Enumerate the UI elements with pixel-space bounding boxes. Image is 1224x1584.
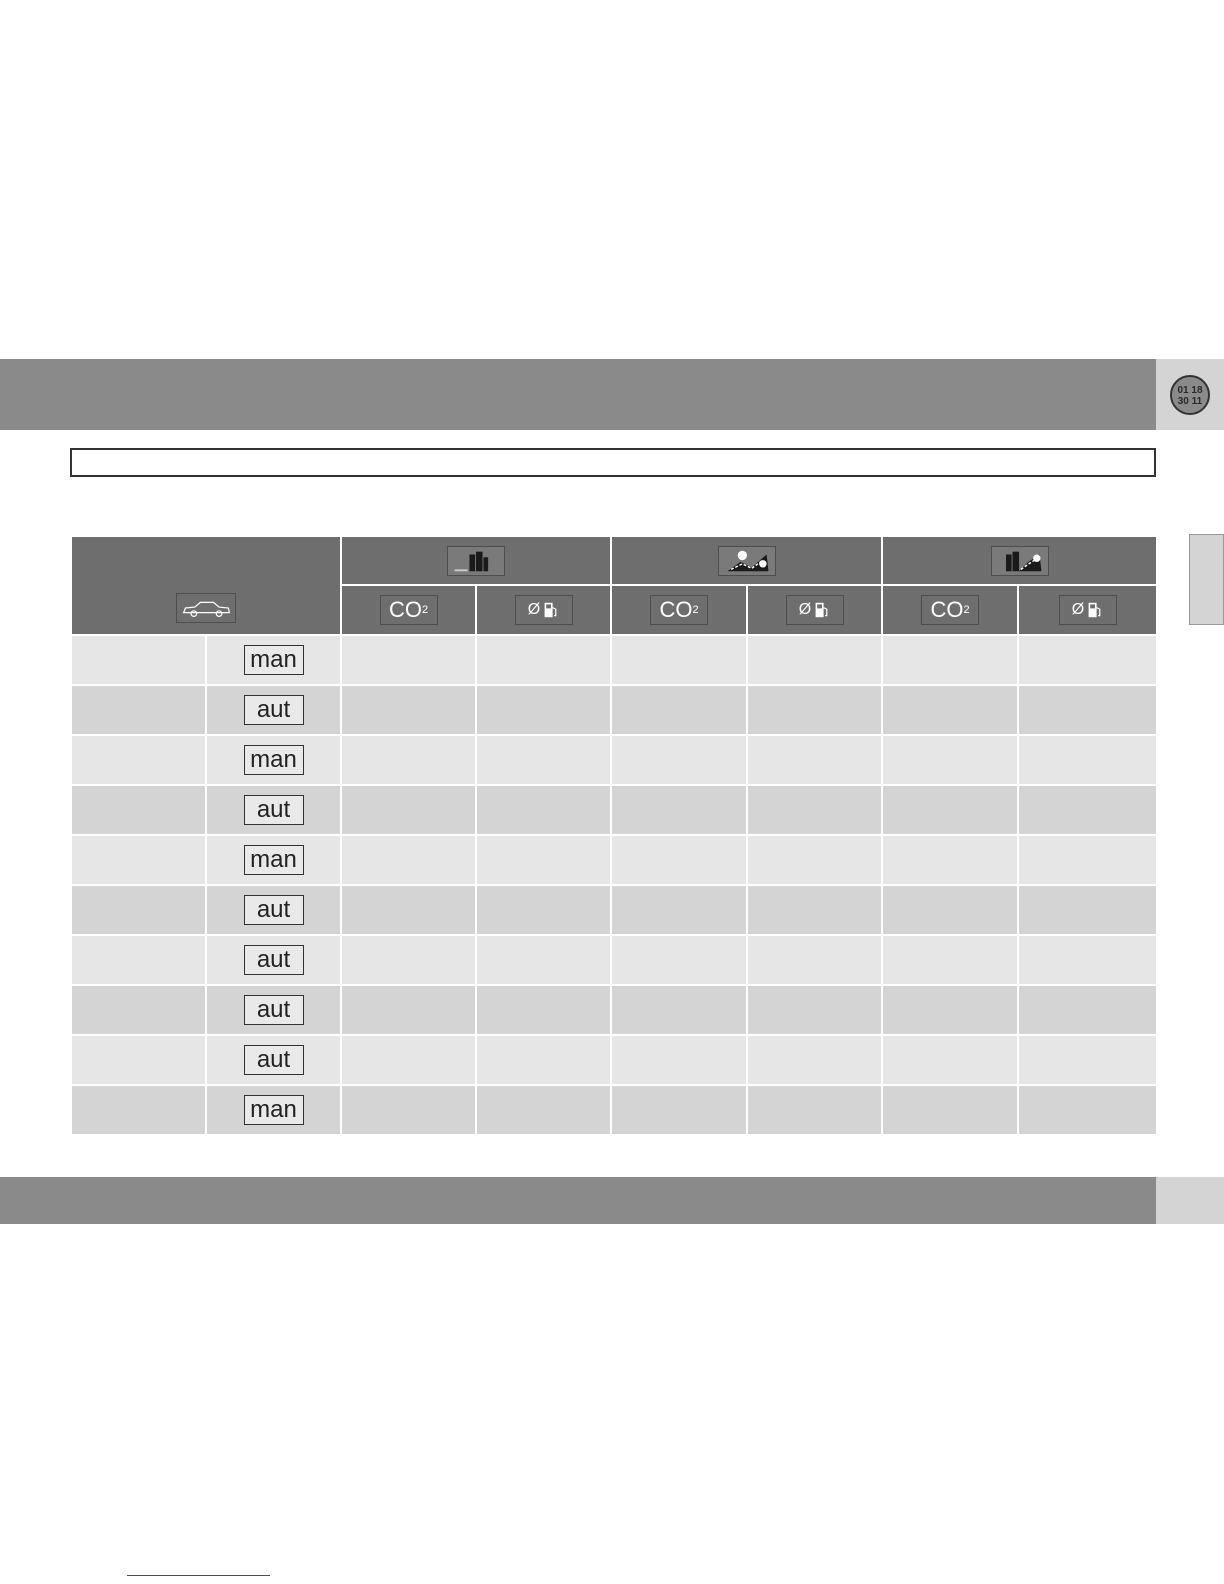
table-row — [71, 1035, 1157, 1085]
extra-urban-driving-header — [611, 536, 882, 585]
co2-value-cell — [611, 635, 747, 685]
co2-value-cell — [882, 635, 1018, 685]
model-cell — [71, 685, 206, 735]
co2-value-cell — [882, 935, 1018, 985]
co2-value-cell — [882, 985, 1018, 1035]
table-row — [71, 735, 1157, 785]
fuel-pump-icon — [543, 600, 559, 620]
co2-header — [611, 585, 747, 635]
consumption-value-cell — [747, 885, 882, 935]
co2-value-cell — [611, 785, 747, 835]
fuel-consumption-label — [786, 595, 844, 625]
co2-value-cell — [611, 1035, 747, 1085]
transmission-cell — [206, 1035, 341, 1085]
co2-value-cell — [611, 885, 747, 935]
section-badge — [1170, 375, 1210, 415]
model-cell — [71, 885, 206, 935]
consumption-value-cell — [476, 885, 611, 935]
average-symbol: Ø — [798, 601, 812, 618]
consumption-value-cell — [1018, 735, 1157, 785]
title-box — [70, 448, 1156, 477]
co2-value-cell — [882, 1085, 1018, 1135]
consumption-value-cell — [476, 635, 611, 685]
co2-value-cell — [882, 835, 1018, 885]
consumption-value-cell — [747, 935, 882, 985]
urban-driving-header — [341, 536, 611, 585]
consumption-value-cell — [747, 635, 882, 685]
consumption-value-cell — [747, 735, 882, 785]
badge-line-2: 30 11 — [1177, 396, 1203, 407]
transmission-label: man — [244, 1095, 304, 1125]
consumption-value-cell — [1018, 785, 1157, 835]
table-row — [71, 935, 1157, 985]
co2-value-cell — [611, 685, 747, 735]
transmission-label: aut — [244, 795, 304, 825]
footer-link-underline — [127, 1575, 270, 1576]
table-row — [71, 685, 1157, 735]
badge-line-1: 01 18 — [1177, 385, 1203, 396]
co2-label — [650, 595, 708, 625]
fuel-consumption-label — [1059, 595, 1117, 625]
transmission-label: aut — [244, 945, 304, 975]
co2-text: CO — [930, 597, 964, 622]
transmission-cell — [206, 1085, 341, 1135]
transmission-label: man — [244, 645, 304, 675]
table-row — [71, 885, 1157, 935]
table-row — [71, 635, 1157, 685]
model-cell — [71, 835, 206, 885]
model-cell — [71, 1035, 206, 1085]
co2-value-cell — [341, 935, 476, 985]
transmission-cell — [206, 735, 341, 785]
table-body — [71, 635, 1157, 1135]
transmission-label: aut — [244, 995, 304, 1025]
transmission-cell — [206, 785, 341, 835]
footer-band-corner — [1156, 1177, 1224, 1224]
model-cell — [71, 935, 206, 985]
consumption-value-cell — [1018, 1085, 1157, 1135]
co2-value-cell — [611, 735, 747, 785]
table-row — [71, 985, 1157, 1035]
consumption-value-cell — [747, 685, 882, 735]
co2-label — [921, 595, 979, 625]
consumption-value-cell — [476, 1085, 611, 1135]
co2-value-cell — [882, 1035, 1018, 1085]
co2-value-cell — [341, 885, 476, 935]
consumption-header — [476, 585, 611, 635]
consumption-value-cell — [1018, 635, 1157, 685]
fuel-pump-icon — [1087, 600, 1103, 620]
consumption-header — [1018, 585, 1157, 635]
transmission-cell — [206, 635, 341, 685]
consumption-value-cell — [1018, 985, 1157, 1035]
combined-driving-icon — [991, 546, 1049, 576]
consumption-value-cell — [476, 685, 611, 735]
co2-text: CO — [659, 597, 693, 622]
consumption-value-cell — [1018, 685, 1157, 735]
co2-label — [380, 595, 438, 625]
table-row — [71, 785, 1157, 835]
model-cell — [71, 735, 206, 785]
co2-value-cell — [882, 685, 1018, 735]
consumption-value-cell — [476, 985, 611, 1035]
consumption-value-cell — [1018, 835, 1157, 885]
side-tab[interactable] — [1189, 534, 1224, 625]
extra-urban-driving-icon — [718, 546, 776, 576]
consumption-value-cell — [1018, 1035, 1157, 1085]
co2-value-cell — [611, 985, 747, 1035]
transmission-label: man — [244, 745, 304, 775]
model-cell — [71, 985, 206, 1035]
co2-value-cell — [882, 735, 1018, 785]
transmission-label: aut — [244, 695, 304, 725]
model-cell — [71, 1085, 206, 1135]
consumption-value-cell — [1018, 935, 1157, 985]
consumption-value-cell — [747, 1035, 882, 1085]
co2-text: CO — [388, 597, 422, 622]
car-icon — [176, 593, 236, 623]
transmission-cell — [206, 935, 341, 985]
transmission-cell — [206, 985, 341, 1035]
co2-value-cell — [341, 1035, 476, 1085]
consumption-value-cell — [747, 785, 882, 835]
co2-value-cell — [341, 735, 476, 785]
average-symbol: Ø — [1071, 601, 1085, 618]
co2-value-cell — [611, 1085, 747, 1135]
consumption-value-cell — [747, 835, 882, 885]
co2-header — [882, 585, 1018, 635]
transmission-cell — [206, 685, 341, 735]
table-row — [71, 1085, 1157, 1135]
co2-value-cell — [882, 785, 1018, 835]
header-band — [0, 359, 1156, 430]
consumption-value-cell — [747, 985, 882, 1035]
combined-driving-header — [882, 536, 1157, 585]
footer-band — [0, 1177, 1156, 1224]
consumption-value-cell — [747, 1085, 882, 1135]
co2-value-cell — [341, 685, 476, 735]
transmission-label: man — [244, 845, 304, 875]
consumption-value-cell — [476, 785, 611, 835]
fuel-pump-icon — [814, 600, 830, 620]
consumption-value-cell — [476, 935, 611, 985]
co2-value-cell — [341, 985, 476, 1035]
co2-value-cell — [611, 835, 747, 885]
co2-subscript: 2 — [421, 604, 429, 616]
consumption-value-cell — [476, 735, 611, 785]
co2-subscript: 2 — [963, 604, 970, 616]
model-cell — [71, 635, 206, 685]
transmission-label: aut — [244, 1045, 304, 1075]
consumption-header — [747, 585, 882, 635]
transmission-label: aut — [244, 895, 304, 925]
transmission-cell — [206, 885, 341, 935]
co2-value-cell — [341, 785, 476, 835]
table-row — [71, 835, 1157, 885]
consumption-value-cell — [476, 835, 611, 885]
co2-value-cell — [341, 635, 476, 685]
consumption-value-cell — [476, 1035, 611, 1085]
vehicle-header — [71, 536, 341, 635]
co2-value-cell — [882, 885, 1018, 935]
fuel-consumption-table — [70, 535, 1158, 1136]
average-symbol: Ø — [527, 601, 541, 618]
urban-driving-icon — [447, 546, 505, 576]
model-cell — [71, 785, 206, 835]
co2-value-cell — [341, 835, 476, 885]
co2-value-cell — [341, 1085, 476, 1135]
co2-subscript: 2 — [692, 604, 699, 616]
fuel-consumption-label — [515, 595, 573, 625]
consumption-value-cell — [1018, 885, 1157, 935]
co2-value-cell — [611, 935, 747, 985]
transmission-cell — [206, 835, 341, 885]
co2-header — [341, 585, 476, 635]
